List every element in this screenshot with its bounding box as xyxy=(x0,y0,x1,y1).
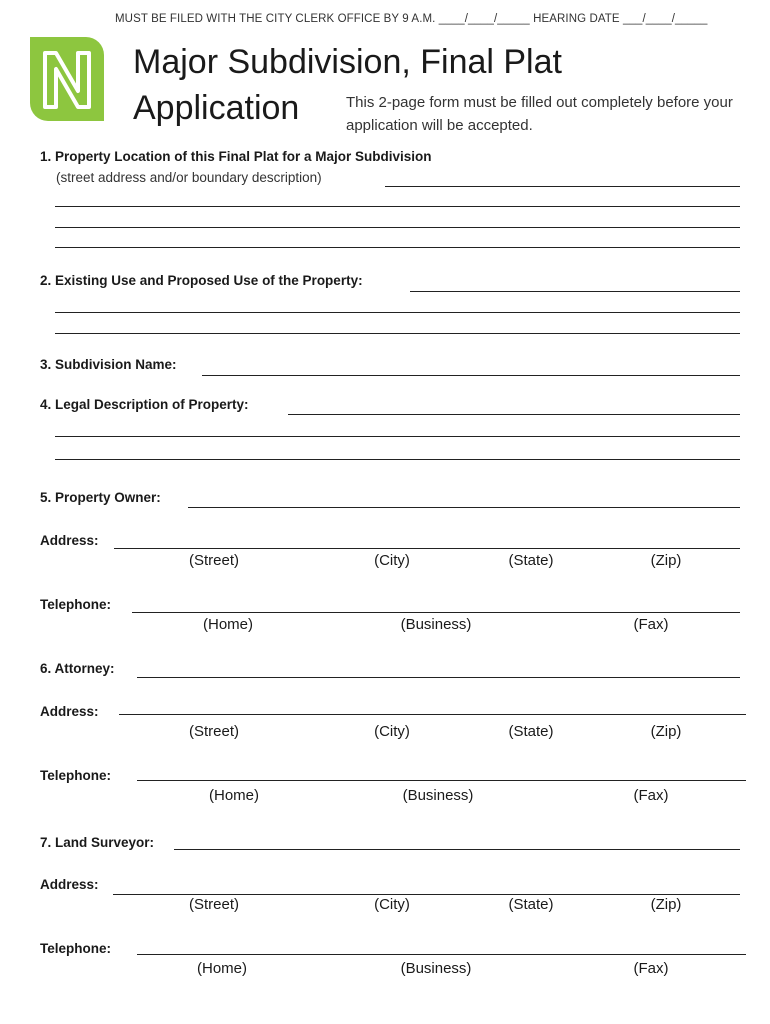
legal-description-field[interactable] xyxy=(288,414,740,415)
surveyor-business-caption: (Business) xyxy=(400,960,472,977)
property-location-field[interactable] xyxy=(385,186,740,187)
land-surveyor-field[interactable] xyxy=(174,849,740,850)
surveyor-address-label: Address: xyxy=(40,877,99,892)
owner-business-caption: (Business) xyxy=(400,616,472,633)
surveyor-zip-caption: (Zip) xyxy=(650,896,682,913)
page-title-line-1: Major Subdivision, Final Plat xyxy=(133,43,562,81)
surveyor-city-caption: (City) xyxy=(374,896,410,913)
attorney-address-label: Address: xyxy=(40,704,99,719)
property-location-hint: (street address and/or boundary description) xyxy=(56,170,322,185)
owner-address-field[interactable] xyxy=(114,548,740,549)
form-instructions: This 2-page form must be filled out completely before your application will be accepted. xyxy=(346,94,733,134)
attorney-field[interactable] xyxy=(137,677,740,678)
property-location-field-line-4[interactable] xyxy=(55,247,740,248)
attorney-label: 6. Attorney: xyxy=(40,661,115,676)
city-logo xyxy=(30,37,104,121)
legal-description-label: 4. Legal Description of Property: xyxy=(40,397,249,412)
property-location-label: 1. Property Location of this Final Plat for a Major Subdivision xyxy=(40,149,432,164)
attorney-state-caption: (State) xyxy=(508,723,554,740)
subdivision-name-label: 3. Subdivision Name: xyxy=(40,357,177,372)
attorney-fax-caption: (Fax) xyxy=(633,787,669,804)
surveyor-telephone-label: Telephone: xyxy=(40,941,112,956)
attorney-address-field[interactable] xyxy=(119,714,746,715)
property-location-field-line-3[interactable] xyxy=(55,227,740,228)
surveyor-telephone-field[interactable] xyxy=(137,954,746,955)
owner-telephone-field[interactable] xyxy=(132,612,740,613)
n-logo-icon xyxy=(30,37,104,121)
owner-city-caption: (City) xyxy=(374,552,410,569)
surveyor-fax-caption: (Fax) xyxy=(633,960,669,977)
owner-address-label: Address: xyxy=(40,533,99,548)
attorney-city-caption: (City) xyxy=(374,723,410,740)
property-location-field-line-2[interactable] xyxy=(55,206,740,207)
attorney-home-caption: (Home) xyxy=(208,787,260,804)
owner-home-caption: (Home) xyxy=(202,616,254,633)
filing-deadline-notice: MUST BE FILED WITH THE CITY CLERK OFFICE BY 9 A.M. ____/____/_____ HEARING DATE ___/____/_____ xyxy=(115,13,708,25)
use-of-property-label: 2. Existing Use and Proposed Use of the Property: xyxy=(40,273,363,288)
use-of-property-field-line-2[interactable] xyxy=(55,312,740,313)
attorney-zip-caption: (Zip) xyxy=(650,723,682,740)
use-of-property-field-line-3[interactable] xyxy=(55,333,740,334)
surveyor-home-caption: (Home) xyxy=(196,960,248,977)
page-title-line-2: Application xyxy=(133,89,300,127)
property-owner-label: 5. Property Owner: xyxy=(40,490,161,505)
attorney-telephone-field[interactable] xyxy=(137,780,746,781)
legal-description-field-line-2[interactable] xyxy=(55,436,740,437)
attorney-telephone-label: Telephone: xyxy=(40,768,112,783)
owner-fax-caption: (Fax) xyxy=(633,616,669,633)
owner-zip-caption: (Zip) xyxy=(650,552,682,569)
owner-telephone-label: Telephone: xyxy=(40,597,112,612)
land-surveyor-label: 7. Land Surveyor: xyxy=(40,835,155,850)
surveyor-address-field[interactable] xyxy=(113,894,740,895)
attorney-business-caption: (Business) xyxy=(402,787,474,804)
legal-description-field-line-3[interactable] xyxy=(55,459,740,460)
attorney-street-caption: (Street) xyxy=(188,723,240,740)
subdivision-name-field[interactable] xyxy=(202,375,740,376)
owner-street-caption: (Street) xyxy=(188,552,240,569)
property-owner-field[interactable] xyxy=(188,507,740,508)
owner-state-caption: (State) xyxy=(508,552,554,569)
surveyor-street-caption: (Street) xyxy=(188,896,240,913)
use-of-property-field[interactable] xyxy=(410,291,740,292)
surveyor-state-caption: (State) xyxy=(508,896,554,913)
